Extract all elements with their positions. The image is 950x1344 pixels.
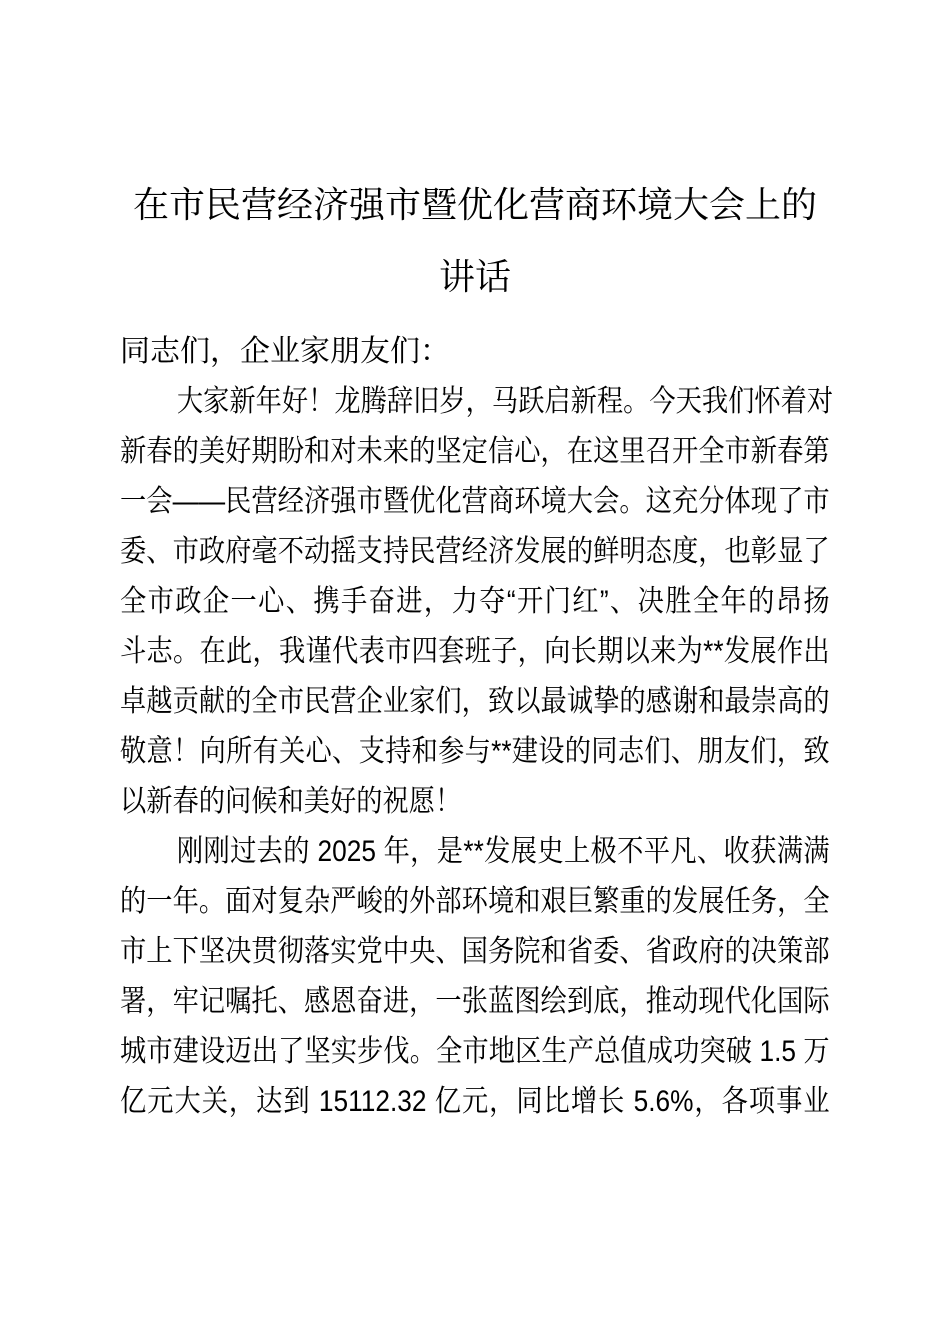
text-line: 敬意！向所有关心、支持和参与**建设的同志们、朋友们，致 <box>120 735 830 768</box>
text-line: 的一年。面对复杂严峻的外部环境和艰巨繁重的发展任务，全 <box>120 885 830 918</box>
text-line: 卓越贡献的全市民营企业家们，致以最诚挚的感谢和最崇高的 <box>120 685 830 718</box>
text-line: 市上下坚决贯彻落实党中央、国务院和省委、省政府的决策部 <box>120 935 830 968</box>
text-line: 同志们，企业家朋友们： <box>120 335 450 368</box>
document-body <box>120 327 834 1127</box>
text-line: 城市建设迈出了坚实步伐。全市地区生产总值成功突破 1.5 万 <box>120 1035 830 1068</box>
text-line: 亿元大关，达到 15112.32 亿元，同比增长 5.6%，各项事业 <box>120 1085 830 1118</box>
text-line: 刚刚过去的 2025 年，是**发展史上极不平凡、收获满满 <box>176 835 830 868</box>
document-title <box>120 169 830 313</box>
title-line-2: 讲话 <box>438 256 511 297</box>
title-line-1: 在市民营经济强市暨优化营商环境大会上的 <box>132 184 817 225</box>
text-line: 委、市政府毫不动摇支持民营经济发展的鲜明态度，也彰显了 <box>120 535 830 568</box>
text-line: 新春的美好期盼和对未来的坚定信心，在这里召开全市新春第 <box>120 435 830 468</box>
text-line: 斗志。在此，我谨代表市四套班子，向长期以来为**发展作出 <box>120 635 830 668</box>
text-line: 署，牢记嘱托、感恩奋进，一张蓝图绘到底，推动现代化国际 <box>120 985 830 1018</box>
text-line: 以新春的问候和美好的祝愿！ <box>120 785 462 818</box>
text-line: 大家新年好！龙腾辞旧岁，马跃启新程。今天我们怀着对 <box>176 385 834 418</box>
text-line: 全市政企一心、携手奋进，力夺“开门红”、决胜全年的昂扬 <box>120 585 830 618</box>
text-line: 一会——民营经济强市暨优化营商环境大会。这充分体现了市 <box>120 485 830 518</box>
